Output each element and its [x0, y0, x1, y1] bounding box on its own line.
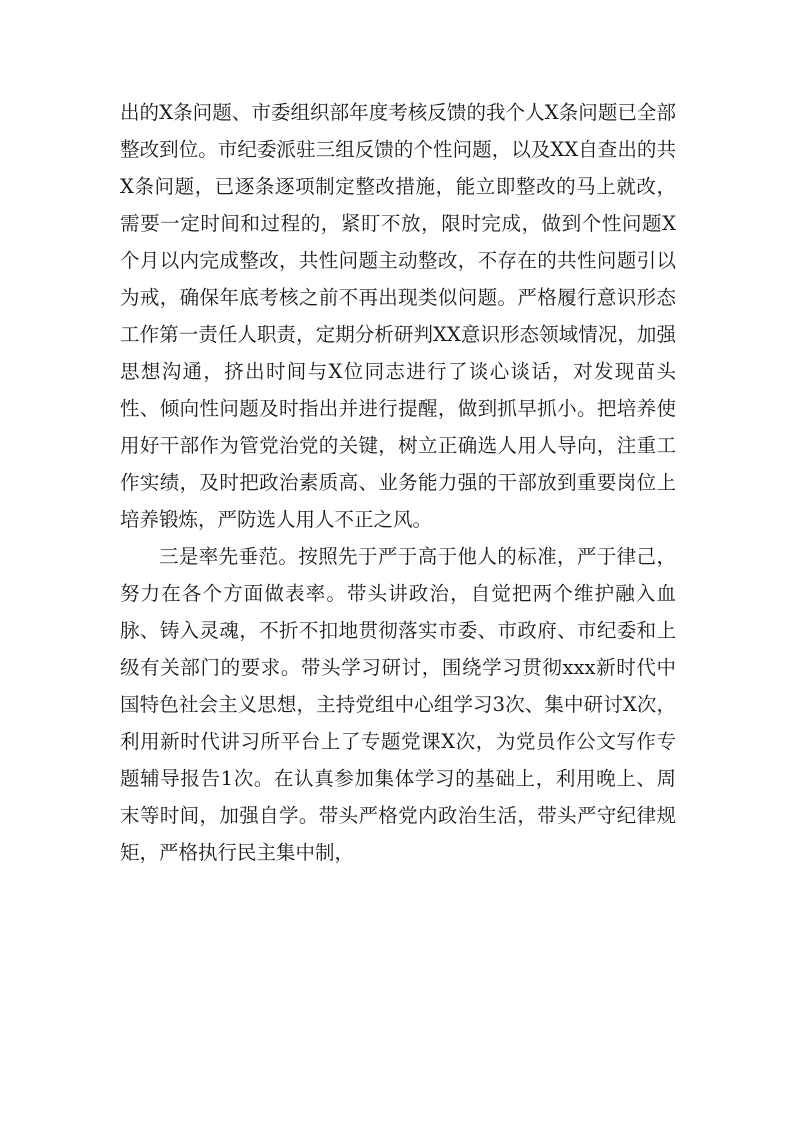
- document-body: [120, 94, 676, 871]
- paragraph-continuation: 出的X条问题、市委组织部年度考核反馈的我个人X条问题已全部整改到位。市纪委派驻三组反馈的个性问题，以及XX自查出的共X条问题，已逐条逐项制定整改措施，能立即整改的马上就改，需要一定时间和过程的，紧盯不放，限时完成，做到个性问题X个月以内完成整改，共性问题主动整改，不存在的共性问题引以为戒，确保年底考核之前不再出现类似问题。严格履行意识形态工作第一责任人职责，定期分析研判XX意识形态领域情况，加强思想沟通，挤出时间与X位同志进行了谈心谈话，对发现苗头性、倾向性问题及时指出并进行提醒，做到抓早抓小。把培养使用好干部作为管党治党的关键，树立正确选人用人导向，注重工作实绩，及时把政治素质高、业务能力强的干部放到重要岗位上培养锻炼，严防选人用人不正之风。: [120, 101, 676, 531]
- paragraph-lead-by-example: 三是率先垂范。按照先于严于高于他人的标准，严于律己，努力在各个方面做表率。带头讲政治，自觉把两个维护融入血脉、铸入灵魂，不折不扣地贯彻落实市委、市政府、市纪委和上级有关部门的要求。带头学习研讨，围绕学习贯彻xxx新时代中国特色社会主义思想，主持党组中心组学习3次、集中研讨X次，利用新时代讲习所平台上了专题党课X次，为党员作公文写作专题辅导报告1次。在认真参加集体学习的基础上，利用晚上、周末等时间，加强自学。带头严格党内政治生活，带头严守纪律规矩，严格执行民主集中制，: [120, 545, 676, 864]
